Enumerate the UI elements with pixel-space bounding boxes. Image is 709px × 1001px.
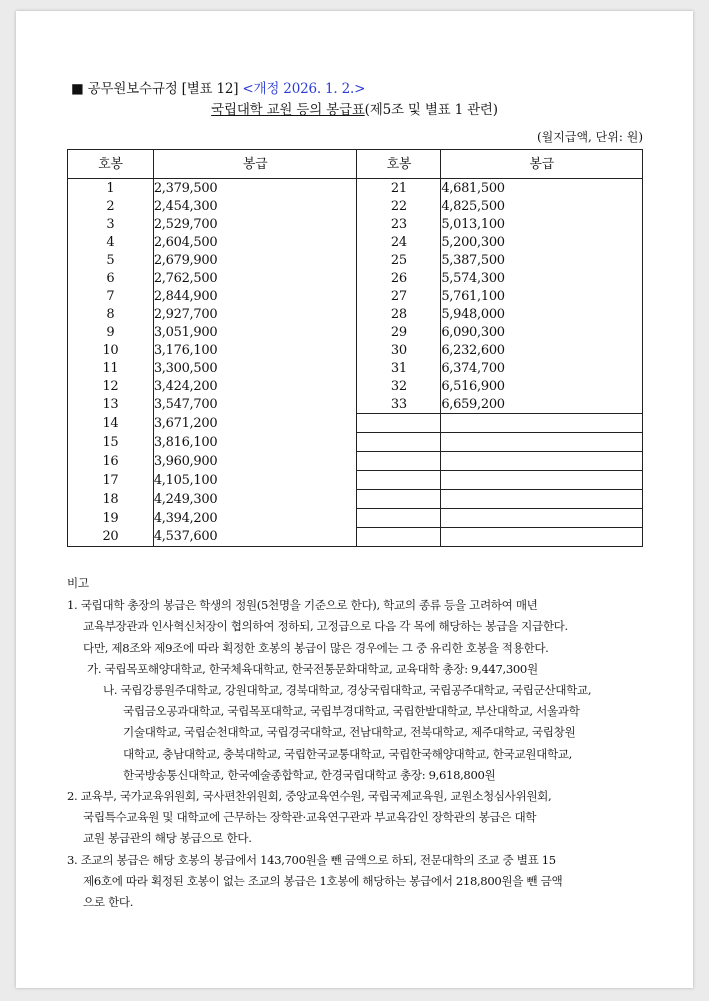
grade-cell: 27 xyxy=(357,287,441,305)
regulation-name: 공무원보수규정 [별표 12] xyxy=(87,81,239,97)
table-row xyxy=(68,471,643,490)
note-3-line: 3. 조교의 봉급은 해당 호봉의 봉급에서 143,700원을 뺀 금액으로 하되, 전문대학의 조교 중 별표 15 xyxy=(67,852,556,867)
pay-cell: 2,844,900 xyxy=(153,287,357,305)
grade-cell: 16 xyxy=(68,452,154,471)
pay-table-body xyxy=(68,179,643,547)
pay-cell: 3,816,100 xyxy=(153,433,357,452)
grade-cell: 12 xyxy=(68,377,154,395)
table-row xyxy=(68,197,643,215)
notes-heading: 비고 xyxy=(67,576,89,590)
grade-cell: 15 xyxy=(68,433,154,452)
grade-cell: 28 xyxy=(357,305,441,323)
grade-cell: 20 xyxy=(68,528,154,547)
note-2-line: 2. 교육부, 국가교육위원회, 국사편찬위원회, 중앙교육연수원, 국립국제교육원, 교원소청심사위원회, xyxy=(67,789,552,804)
table-row xyxy=(68,179,643,198)
grade-cell: 13 xyxy=(68,395,154,414)
grade-cell: 4 xyxy=(68,233,154,251)
pay-cell: 2,454,300 xyxy=(153,197,357,215)
grade-cell xyxy=(357,471,441,490)
pay-cell xyxy=(441,414,643,433)
note-3-line: 제6호에 따라 획정된 호봉이 없는 조교의 봉급은 1호봉에 해당하는 봉급에서 218,800원을 뺀 금액 xyxy=(83,873,563,888)
pay-cell: 6,232,600 xyxy=(441,341,643,359)
grade-cell: 26 xyxy=(357,269,441,287)
pay-cell: 2,927,700 xyxy=(153,305,357,323)
pay-cell: 2,529,700 xyxy=(153,215,357,233)
document-page xyxy=(16,11,693,988)
grade-cell: 6 xyxy=(68,269,154,287)
pay-cell: 4,394,200 xyxy=(153,509,357,528)
pay-cell: 3,960,900 xyxy=(153,452,357,471)
table-row xyxy=(68,323,643,341)
table-row xyxy=(68,452,643,471)
grade-cell xyxy=(357,452,441,471)
grade-cell: 24 xyxy=(357,233,441,251)
note-1-item-ga: 가. 국립목포해양대학교, 한국체육대학교, 한국전통문화대학교, 교육대학 총장: 9,447,300원 xyxy=(87,661,538,676)
pay-cell: 4,681,500 xyxy=(441,179,643,198)
pay-cell: 3,671,200 xyxy=(153,414,357,433)
grade-cell: 31 xyxy=(357,359,441,377)
header-pay-1: 봉급 xyxy=(153,150,357,179)
pay-cell: 2,604,500 xyxy=(153,233,357,251)
grade-cell xyxy=(357,490,441,509)
pay-cell xyxy=(441,452,643,471)
pay-cell: 5,387,500 xyxy=(441,251,643,269)
note-2-line: 교원 봉급관의 해당 봉급으로 한다. xyxy=(83,831,252,846)
note-1-item-na: 나. 국립강릉원주대학교, 강원대학교, 경북대학교, 경상국립대학교, 국립공주대학교, 국립군산대학교, xyxy=(103,683,592,698)
pay-cell: 3,176,100 xyxy=(153,341,357,359)
header-grade-1: 호봉 xyxy=(68,150,154,179)
table-row xyxy=(68,433,643,452)
grade-cell: 11 xyxy=(68,359,154,377)
pay-table xyxy=(67,149,643,547)
grade-cell: 1 xyxy=(68,179,154,198)
pay-cell: 4,105,100 xyxy=(153,471,357,490)
table-title xyxy=(16,98,693,118)
table-row xyxy=(68,233,643,251)
notes-section xyxy=(67,573,647,913)
grade-cell: 18 xyxy=(68,490,154,509)
note-1-item-na-line: 대학교, 충남대학교, 충북대학교, 국립한국교통대학교, 국립한국해양대학교, 한국교원대학교, xyxy=(123,746,572,761)
grade-cell: 10 xyxy=(68,341,154,359)
table-row xyxy=(68,269,643,287)
pay-cell: 4,249,300 xyxy=(153,490,357,509)
grade-cell: 33 xyxy=(357,395,441,414)
pay-cell: 5,574,300 xyxy=(441,269,643,287)
pay-cell: 2,762,500 xyxy=(153,269,357,287)
table-row xyxy=(68,305,643,323)
pay-cell: 5,761,100 xyxy=(441,287,643,305)
grade-cell: 30 xyxy=(357,341,441,359)
grade-cell xyxy=(357,528,441,547)
grade-cell: 2 xyxy=(68,197,154,215)
pay-cell xyxy=(441,509,643,528)
pay-cell: 5,200,300 xyxy=(441,233,643,251)
amendment-date: <개정 2026. 1. 2.> xyxy=(242,81,366,97)
pay-cell: 4,537,600 xyxy=(153,528,357,547)
pay-cell xyxy=(441,433,643,452)
pay-cell: 2,379,500 xyxy=(153,179,357,198)
grade-cell: 17 xyxy=(68,471,154,490)
grade-cell: 3 xyxy=(68,215,154,233)
grade-cell: 9 xyxy=(68,323,154,341)
unit-note: (월지급액, 단위: 원) xyxy=(537,130,643,144)
note-2-line: 국립특수교육원 및 대학교에 근무하는 장학관·교육연구관과 부교육감인 장학관의 봉급은 대학 xyxy=(83,810,537,825)
pay-cell: 5,013,100 xyxy=(441,215,643,233)
pay-cell: 2,679,900 xyxy=(153,251,357,269)
grade-cell: 23 xyxy=(357,215,441,233)
title-suffix: (제5조 및 별표 1 관련) xyxy=(364,102,498,118)
table-row xyxy=(68,287,643,305)
grade-cell: 32 xyxy=(357,377,441,395)
grade-cell: 22 xyxy=(357,197,441,215)
note-3-line: 으로 한다. xyxy=(83,895,134,910)
pay-cell xyxy=(441,490,643,509)
square-bullet-icon: ■ xyxy=(71,81,84,97)
grade-cell xyxy=(357,433,441,452)
header-pay-2: 봉급 xyxy=(441,150,643,179)
table-row xyxy=(68,414,643,433)
pay-cell xyxy=(441,528,643,547)
table-row xyxy=(68,359,643,377)
note-1-line: 다만, 제8조와 제9조에 따라 획정한 호봉의 봉급이 많은 경우에는 그 중 유리한 호봉을 적용한다. xyxy=(83,640,549,655)
note-1-item-na-line: 한국방송통신대학교, 한국예술종합학교, 한경국립대학교 총장: 9,618,800원 xyxy=(123,767,496,782)
table-row xyxy=(68,251,643,269)
table-header-row xyxy=(68,150,643,179)
regulation-header xyxy=(71,77,365,97)
grade-cell: 19 xyxy=(68,509,154,528)
grade-cell: 7 xyxy=(68,287,154,305)
header-grade-2: 호봉 xyxy=(357,150,441,179)
grade-cell: 14 xyxy=(68,414,154,433)
note-1-item-na-line: 기술대학교, 국립순천대학교, 국립경국대학교, 전남대학교, 전북대학교, 제주대학교, 국립창원 xyxy=(123,725,576,740)
pay-cell: 3,300,500 xyxy=(153,359,357,377)
note-1-line: 1. 국립대학 총장의 봉급은 학생의 정원(5천명을 기준으로 한다), 학교의 종류 등을 고려하여 매년 xyxy=(67,598,538,613)
table-row xyxy=(68,528,643,547)
pay-cell: 3,547,700 xyxy=(153,395,357,414)
grade-cell: 8 xyxy=(68,305,154,323)
grade-cell xyxy=(357,414,441,433)
grade-cell: 25 xyxy=(357,251,441,269)
pay-cell: 3,051,900 xyxy=(153,323,357,341)
note-1-item-na-line: 국립금오공과대학교, 국립목포대학교, 국립부경대학교, 국립한밭대학교, 부산대학교, 서울과학 xyxy=(123,704,580,719)
table-row xyxy=(68,509,643,528)
table-row xyxy=(68,341,643,359)
pay-cell: 6,659,200 xyxy=(441,395,643,414)
table-row xyxy=(68,395,643,414)
pay-cell: 6,374,700 xyxy=(441,359,643,377)
pay-cell: 3,424,200 xyxy=(153,377,357,395)
pay-cell: 4,825,500 xyxy=(441,197,643,215)
grade-cell: 29 xyxy=(357,323,441,341)
table-row xyxy=(68,215,643,233)
note-1-line: 교육부장관과 인사혁신처장이 협의하여 정하되, 고정급으로 다음 각 목에 해당하는 봉급을 지급한다. xyxy=(83,619,568,634)
table-row xyxy=(68,490,643,509)
pay-cell: 6,516,900 xyxy=(441,377,643,395)
pay-cell xyxy=(441,471,643,490)
grade-cell xyxy=(357,509,441,528)
table-row xyxy=(68,377,643,395)
title-main: 국립대학 교원 등의 봉급표 xyxy=(211,102,365,118)
grade-cell: 5 xyxy=(68,251,154,269)
pay-cell: 6,090,300 xyxy=(441,323,643,341)
grade-cell: 21 xyxy=(357,179,441,198)
pay-cell: 5,948,000 xyxy=(441,305,643,323)
